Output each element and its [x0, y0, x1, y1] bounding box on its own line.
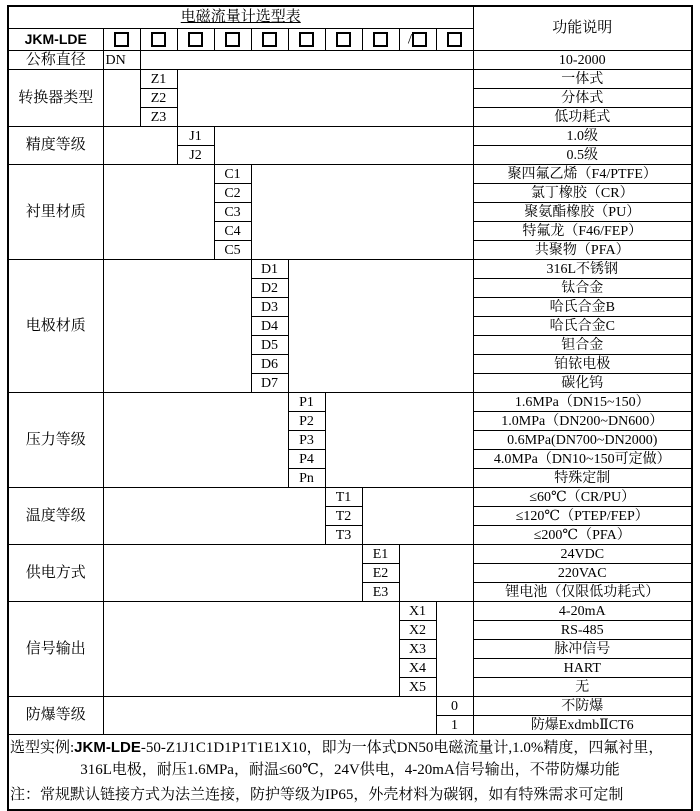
section-label-explosion-proof: 防爆等级: [8, 697, 103, 735]
code-cell-dn: DN: [103, 51, 140, 70]
desc-cell: 0.6MPa(DN700~DN2000): [473, 431, 692, 450]
code-cell: X3: [399, 640, 436, 659]
code-cell: E2: [362, 564, 399, 583]
desc-cell: 特殊定制: [473, 469, 692, 488]
spacer-cell: [325, 393, 473, 488]
section-label-accuracy: 精度等级: [8, 127, 103, 165]
example-brand: JKM-LDE: [74, 739, 141, 756]
desc-cell: 无: [473, 678, 692, 697]
code-cell: C2: [214, 184, 251, 203]
checkbox-icon[interactable]: [373, 32, 388, 47]
desc-cell: 1.6MPa（DN15~150）: [473, 393, 692, 412]
checkbox-icon[interactable]: [447, 32, 462, 47]
code-cell: X5: [399, 678, 436, 697]
spacer-cell: [288, 260, 473, 393]
example-rest: -50-Z1J1C1D1P1T1E1X10，即为一体式DN50电磁流量计,1.0%精度，四氟衬里，: [140, 740, 664, 756]
desc-cell: 脉冲信号: [473, 640, 692, 659]
section-label-temperature: 温度等级: [8, 488, 103, 545]
code-cell: Z2: [140, 89, 177, 108]
code-cell: X1: [399, 602, 436, 621]
spacer-cell: [103, 165, 214, 260]
spacer-cell: [103, 697, 436, 735]
desc-cell: HART: [473, 659, 692, 678]
code-cell: J1: [177, 127, 214, 146]
checkbox-icon[interactable]: [412, 32, 427, 47]
model-checkbox-cell[interactable]: [325, 29, 362, 51]
spacer-cell: [103, 393, 288, 488]
spacer-cell: [103, 545, 362, 602]
code-cell: C1: [214, 165, 251, 184]
example-prefix: 选型实例:: [10, 740, 75, 756]
desc-cell: 聚氨酯橡胶（PU）: [473, 203, 692, 222]
code-cell: Z3: [140, 108, 177, 127]
code-cell: D7: [251, 374, 288, 393]
desc-cell: 氯丁橡胶（CR）: [473, 184, 692, 203]
checkbox-icon[interactable]: [299, 32, 314, 47]
selection-example-line2: 316L电极，耐压1.6MPa，耐温≤60℃，24V供电，4-20mA信号输出，不带防爆功能: [80, 762, 620, 778]
desc-cell: 1.0MPa（DN200~DN600）: [473, 412, 692, 431]
model-checkbox-cell[interactable]: [362, 29, 399, 51]
desc-cell: 220VAC: [473, 564, 692, 583]
desc-cell: 一体式: [473, 70, 692, 89]
table-title: 电磁流量计选型表: [8, 6, 473, 29]
code-cell: T2: [325, 507, 362, 526]
selection-example-line1: [10, 737, 690, 759]
model-checkbox-cell[interactable]: [251, 29, 288, 51]
spacer-cell: [103, 260, 251, 393]
code-cell: D2: [251, 279, 288, 298]
checkbox-icon[interactable]: [225, 32, 240, 47]
desc-cell: 分体式: [473, 89, 692, 108]
model-checkbox-cell[interactable]: [288, 29, 325, 51]
model-checkbox-cell[interactable]: [399, 29, 436, 51]
desc-cell: RS-485: [473, 621, 692, 640]
desc-cell: 聚四氟乙烯（F4/PTFE）: [473, 165, 692, 184]
code-cell: P2: [288, 412, 325, 431]
code-cell: 1: [436, 716, 473, 735]
spacer-cell: [436, 602, 473, 697]
spacer-cell: [399, 545, 473, 602]
code-cell: D3: [251, 298, 288, 317]
desc-cell: 24VDC: [473, 545, 692, 564]
spacer-cell: [140, 51, 473, 70]
note-text: 注：常规默认链接方式为法兰连接，防护等级为IP65，外壳材料为碳钢，如有特殊需求可定制: [10, 787, 624, 803]
footer-cell: [8, 735, 692, 811]
desc-cell: 低功耗式: [473, 108, 692, 127]
desc-cell: 防爆ExdmbⅡCT6: [473, 716, 692, 735]
desc-cell: 4-20mA: [473, 602, 692, 621]
desc-cell: ≤120℃（PTEP/FEP）: [473, 507, 692, 526]
section-label-signal: 信号输出: [8, 602, 103, 697]
desc-cell: ≤200℃（PFA）: [473, 526, 692, 545]
spacer-cell: [214, 127, 473, 165]
code-cell: X4: [399, 659, 436, 678]
code-cell: E3: [362, 583, 399, 602]
spacer-cell: [362, 488, 473, 545]
code-cell: T3: [325, 526, 362, 545]
desc-cell: 不防爆: [473, 697, 692, 716]
slash-mark: /: [407, 31, 413, 48]
checkbox-icon[interactable]: [336, 32, 351, 47]
desc-cell: ≤60℃（CR/PU）: [473, 488, 692, 507]
model-checkbox-cell[interactable]: [177, 29, 214, 51]
section-label-converter: 转换器类型: [8, 70, 103, 127]
checkbox-icon[interactable]: [262, 32, 277, 47]
desc-cell-dn: 10-2000: [473, 51, 692, 70]
code-cell: Z1: [140, 70, 177, 89]
section-label-electrode: 电极材质: [8, 260, 103, 393]
checkbox-icon[interactable]: [114, 32, 129, 47]
desc-cell: 钛合金: [473, 279, 692, 298]
section-label-dn: 公称直径: [8, 51, 103, 70]
spacer-cell: [103, 127, 177, 165]
function-header: 功能说明: [473, 6, 692, 51]
desc-cell: 0.5级: [473, 146, 692, 165]
desc-cell: 哈氏合金C: [473, 317, 692, 336]
spacer-cell: [103, 602, 399, 697]
code-cell: P3: [288, 431, 325, 450]
desc-cell: 铂铱电极: [473, 355, 692, 374]
code-cell: D5: [251, 336, 288, 355]
model-code-label: JKM-LDE: [8, 29, 103, 51]
desc-cell: 锂电池（仅限低功耗式）: [473, 583, 692, 602]
code-cell: Pn: [288, 469, 325, 488]
code-cell: C3: [214, 203, 251, 222]
desc-cell: 哈氏合金B: [473, 298, 692, 317]
spacer-cell: [103, 70, 140, 127]
desc-cell: 1.0级: [473, 127, 692, 146]
code-cell: P1: [288, 393, 325, 412]
section-label-power: 供电方式: [8, 545, 103, 602]
model-checkbox-cell[interactable]: [140, 29, 177, 51]
code-cell: J2: [177, 146, 214, 165]
desc-cell: 4.0MPa（DN10~150可定做）: [473, 450, 692, 469]
model-checkbox-cell[interactable]: [103, 29, 140, 51]
spacer-cell: [251, 165, 473, 260]
code-cell: D4: [251, 317, 288, 336]
code-cell: C5: [214, 241, 251, 260]
code-cell: D6: [251, 355, 288, 374]
code-cell: 0: [436, 697, 473, 716]
checkbox-icon[interactable]: [188, 32, 203, 47]
code-cell: X2: [399, 621, 436, 640]
spacer-cell: [103, 488, 325, 545]
model-checkbox-cell[interactable]: [436, 29, 473, 51]
checkbox-icon[interactable]: [151, 32, 166, 47]
code-cell: D1: [251, 260, 288, 279]
code-cell: T1: [325, 488, 362, 507]
desc-cell: 钽合金: [473, 336, 692, 355]
desc-cell: 316L不锈钢: [473, 260, 692, 279]
selection-table: [7, 5, 693, 811]
section-label-liner: 衬里材质: [8, 165, 103, 260]
code-cell: P4: [288, 450, 325, 469]
code-cell: C4: [214, 222, 251, 241]
section-label-pressure: 压力等级: [8, 393, 103, 488]
desc-cell: 碳化钨: [473, 374, 692, 393]
spacer-cell: [177, 70, 473, 127]
desc-cell: 特氟龙（F46/FEP）: [473, 222, 692, 241]
model-checkbox-cell[interactable]: [214, 29, 251, 51]
code-cell: E1: [362, 545, 399, 564]
desc-cell: 共聚物（PFA）: [473, 241, 692, 260]
